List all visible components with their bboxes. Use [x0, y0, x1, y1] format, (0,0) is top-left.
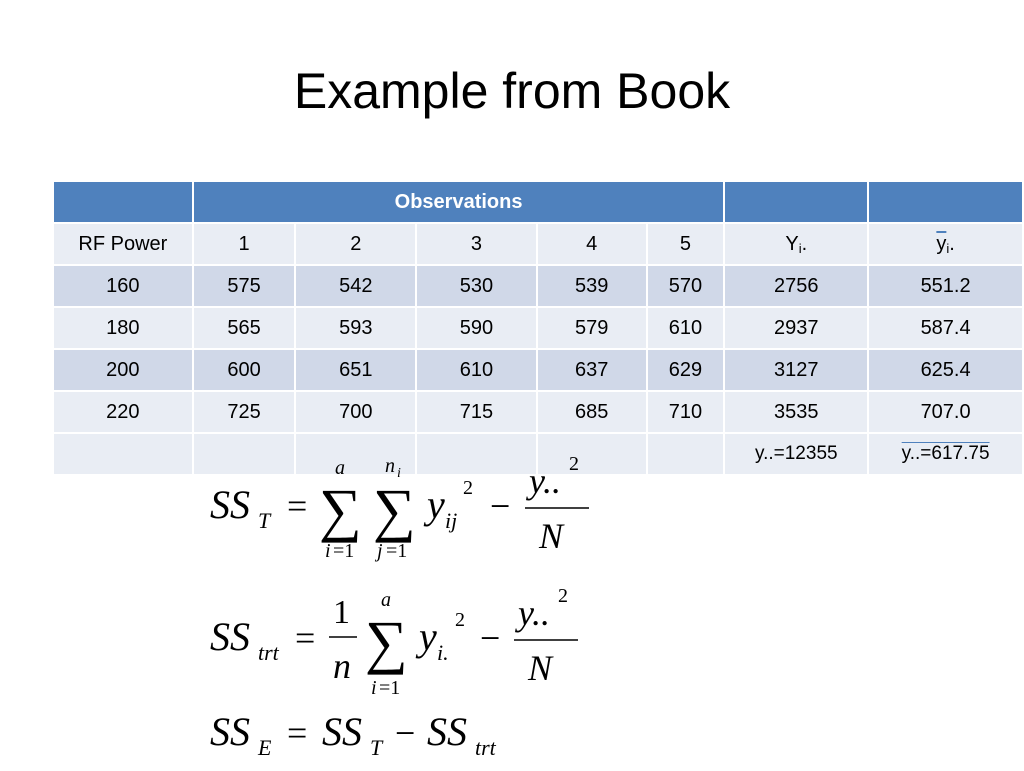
grand-mean: y..=617.75 — [868, 433, 1023, 475]
svg-text:2: 2 — [463, 477, 473, 499]
svg-text:i: i — [371, 677, 377, 699]
svg-text:T: T — [370, 735, 383, 760]
svg-text:=: = — [287, 486, 308, 526]
sse-formula — [210, 709, 497, 760]
svg-text:y: y — [427, 482, 445, 527]
column-header: 5 — [647, 223, 725, 265]
table-cell: 590 — [416, 307, 537, 349]
table-row — [53, 349, 1023, 391]
table-cell: 700 — [295, 391, 416, 433]
svg-text:=: = — [295, 618, 316, 658]
table-cell: 710 — [647, 391, 725, 433]
svg-text:=: = — [287, 713, 308, 753]
svg-text:∑: ∑ — [319, 477, 362, 543]
sstrt-formula — [210, 585, 578, 699]
table-cell: 725 — [193, 391, 296, 433]
table-cell: 587.4 — [868, 307, 1023, 349]
svg-text:y..: y.. — [518, 593, 550, 633]
table-row — [53, 265, 1023, 307]
svg-text:T: T — [258, 508, 271, 533]
table-cell: 610 — [647, 307, 725, 349]
svg-text:n: n — [385, 455, 395, 477]
svg-text:j: j — [377, 540, 383, 562]
svg-text:n: n — [333, 646, 351, 686]
svg-text:2: 2 — [558, 585, 568, 607]
svg-text:=1: =1 — [386, 540, 408, 562]
svg-text:−: − — [490, 486, 511, 526]
observations-table — [52, 180, 1024, 476]
svg-text:a: a — [335, 457, 345, 479]
column-header: 2 — [295, 223, 416, 265]
svg-text:N: N — [539, 516, 564, 556]
svg-text:2: 2 — [569, 453, 579, 475]
svg-text:−: − — [395, 713, 416, 753]
svg-text:SS: SS — [322, 709, 362, 754]
table-cell: 593 — [295, 307, 416, 349]
table-cell: 579 — [537, 307, 647, 349]
table-cell: 651 — [295, 349, 416, 391]
svg-text:=1: =1 — [333, 540, 355, 562]
column-header: 1 — [193, 223, 296, 265]
table-cell: 610 — [416, 349, 537, 391]
column-header-treatment-mean: $\overline{y}_i$. — [868, 223, 1023, 265]
slide-title: Example from Book — [293, 63, 731, 119]
svg-text:=1: =1 — [379, 677, 401, 699]
svg-text:trt: trt — [258, 640, 279, 665]
table-column-header-row — [53, 223, 1023, 265]
svg-text:a: a — [381, 589, 391, 611]
table-cell: 160 — [53, 265, 193, 307]
table-cell: 570 — [647, 265, 725, 307]
table-cell: 530 — [416, 265, 537, 307]
svg-text:trt: trt — [475, 735, 496, 760]
column-header: 4 — [537, 223, 647, 265]
table-row — [53, 391, 1023, 433]
grand-total: y..=12355 — [724, 433, 868, 475]
svg-text:SS: SS — [210, 614, 250, 659]
svg-text:∑: ∑ — [373, 477, 416, 543]
svg-text:ij: ij — [445, 508, 458, 533]
table-cell: 539 — [537, 265, 647, 307]
observations-group-header: Observations — [193, 181, 725, 223]
table-cell: 715 — [416, 391, 537, 433]
table-cell: 3127 — [724, 349, 868, 391]
table-cell: 180 — [53, 307, 193, 349]
svg-text:SS: SS — [427, 709, 467, 754]
svg-text:∑: ∑ — [365, 609, 408, 675]
svg-text:y..: y.. — [529, 461, 561, 501]
table-group-header-row — [53, 181, 1023, 223]
formula-graphic — [205, 440, 625, 766]
svg-text:E: E — [258, 735, 272, 760]
table-cell: 200 — [53, 349, 193, 391]
anova-formulas — [205, 440, 625, 766]
table-cell: 625.4 — [868, 349, 1023, 391]
table-row — [53, 307, 1023, 349]
table-cell: 220 — [53, 391, 193, 433]
column-header: 3 — [416, 223, 537, 265]
svg-text:N: N — [528, 648, 553, 688]
table-cell: 575 — [193, 265, 296, 307]
table-cell: 3535 — [724, 391, 868, 433]
table-cell: 2756 — [724, 265, 868, 307]
table-cell: 565 — [193, 307, 296, 349]
svg-text:−: − — [480, 618, 501, 658]
svg-text:y: y — [419, 614, 437, 659]
table-cell: 629 — [647, 349, 725, 391]
table-cell: 600 — [193, 349, 296, 391]
svg-text:SS: SS — [210, 482, 250, 527]
table-cell: 551.2 — [868, 265, 1023, 307]
column-header: RF Power — [53, 223, 193, 265]
table-cell: 542 — [295, 265, 416, 307]
svg-text:2: 2 — [455, 609, 465, 631]
svg-text:i: i — [397, 466, 401, 481]
table-cell: 637 — [537, 349, 647, 391]
svg-text:1: 1 — [333, 594, 350, 631]
svg-text:i.: i. — [437, 640, 449, 665]
svg-text:SS: SS — [210, 709, 250, 754]
table-cell: 707.0 — [868, 391, 1023, 433]
svg-text:i: i — [325, 540, 331, 562]
table-cell: 2937 — [724, 307, 868, 349]
column-header-treatment-total: $Y_i$. — [724, 223, 868, 265]
table-cell: 685 — [537, 391, 647, 433]
sst-formula — [210, 453, 589, 562]
